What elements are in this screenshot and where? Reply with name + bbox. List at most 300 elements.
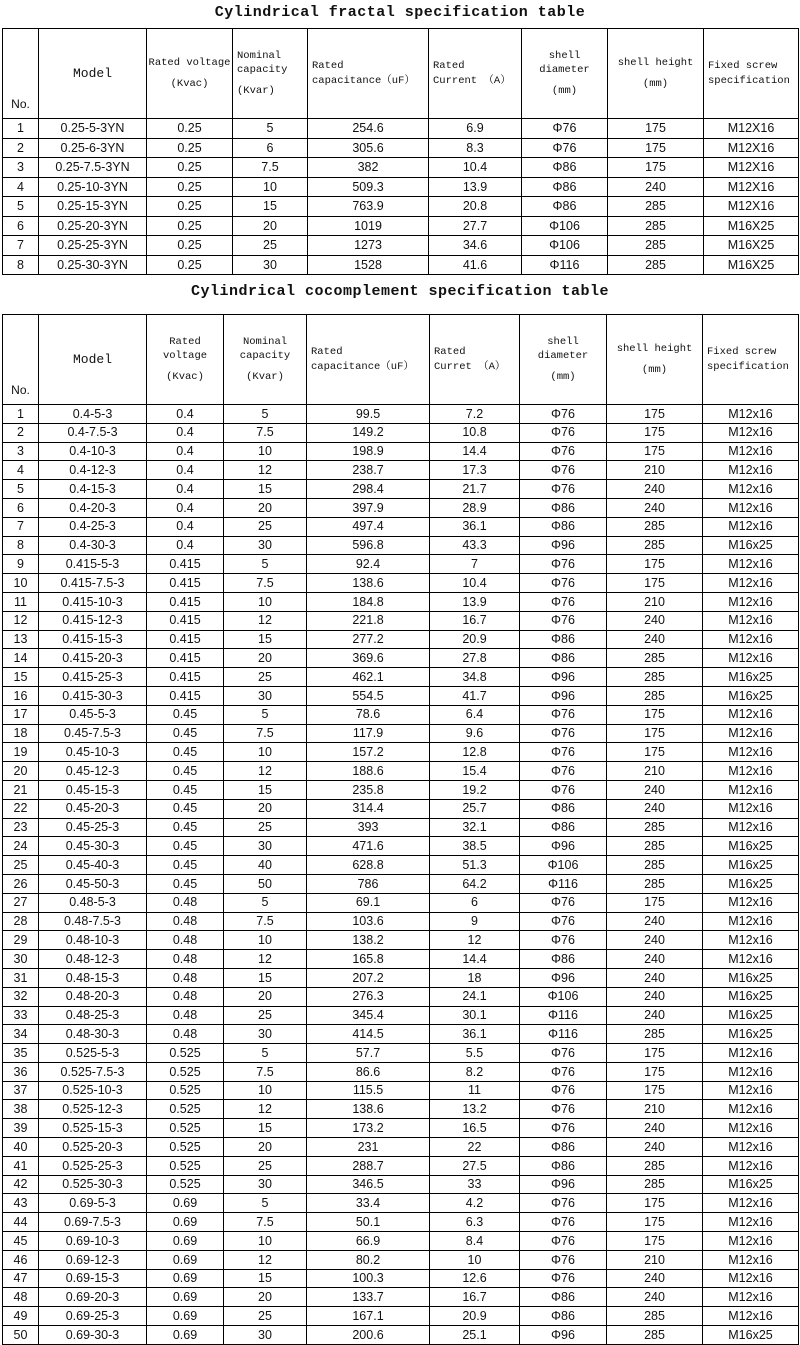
cell-current: 13.2 <box>430 1100 520 1119</box>
cell-voltage: 0.4 <box>147 423 224 442</box>
table-row <box>3 216 799 236</box>
cell-model: 0.45-40-3 <box>39 856 147 875</box>
cell-diameter: Φ76 <box>520 1269 607 1288</box>
col-header-voltage-label: Rated voltage <box>162 336 208 363</box>
col-header-voltage-label: Rated voltage <box>148 57 231 70</box>
cell-diameter: Φ76 <box>520 1044 607 1063</box>
cell-screw: M12x16 <box>703 442 799 461</box>
cell-voltage: 0.415 <box>147 611 224 630</box>
cell-capacity: 10 <box>224 743 307 762</box>
table-row <box>3 574 799 593</box>
cell-capacitance: 198.9 <box>307 442 430 461</box>
cell-no: 47 <box>3 1269 39 1288</box>
cell-capacity: 25 <box>224 1307 307 1326</box>
col-header-current-unit: Current （A） <box>433 74 511 87</box>
table-row <box>3 668 799 687</box>
col-header-capacitance-label: Rated <box>311 346 343 359</box>
cell-voltage: 0.25 <box>147 158 233 178</box>
cell-screw: M12x16 <box>703 893 799 912</box>
cell-voltage: 0.415 <box>147 649 224 668</box>
cell-capacity: 7.5 <box>224 1213 307 1232</box>
cell-no: 22 <box>3 799 39 818</box>
cell-screw: M12X16 <box>704 197 799 217</box>
cell-screw: M16x25 <box>703 536 799 555</box>
col-header-capacity-label: Nominal capacity <box>237 50 288 77</box>
cell-capacitance: 596.8 <box>307 536 430 555</box>
cell-current: 28.9 <box>430 498 520 517</box>
col-header-no: No. <box>3 315 39 405</box>
cell-screw: M12x16 <box>703 1194 799 1213</box>
cell-model: 0.69-30-3 <box>39 1326 147 1345</box>
table-row <box>3 119 799 139</box>
cell-current: 14.4 <box>430 442 520 461</box>
cell-height: 175 <box>607 574 703 593</box>
cell-capacitance: 86.6 <box>307 1062 430 1081</box>
cell-voltage: 0.45 <box>147 799 224 818</box>
cell-screw: M12x16 <box>703 1138 799 1157</box>
cell-screw: M12x16 <box>703 762 799 781</box>
cell-current: 6.9 <box>429 119 522 139</box>
cell-capacitance: 200.6 <box>307 1326 430 1345</box>
table-row <box>3 498 799 517</box>
cell-height: 285 <box>607 517 703 536</box>
cell-capacitance: 393 <box>307 818 430 837</box>
cell-no: 1 <box>3 119 39 139</box>
col-header-model: Model <box>39 29 147 119</box>
cell-height: 175 <box>607 705 703 724</box>
cell-no: 41 <box>3 1156 39 1175</box>
cell-no: 19 <box>3 743 39 762</box>
cell-no: 2 <box>3 138 39 158</box>
cell-model: 0.48-25-3 <box>39 1006 147 1025</box>
cell-height: 285 <box>607 686 703 705</box>
table-row <box>3 987 799 1006</box>
cell-model: 0.4-30-3 <box>39 536 147 555</box>
cell-capacitance: 138.6 <box>307 574 430 593</box>
cell-height: 175 <box>607 423 703 442</box>
cell-diameter: Φ96 <box>520 536 607 555</box>
table-row <box>3 1081 799 1100</box>
table-row <box>3 686 799 705</box>
cell-model: 0.4-12-3 <box>39 461 147 480</box>
cell-current: 7 <box>430 555 520 574</box>
cell-voltage: 0.69 <box>147 1288 224 1307</box>
cell-capacitance: 157.2 <box>307 743 430 762</box>
cell-no: 17 <box>3 705 39 724</box>
cell-model: 0.45-15-3 <box>39 780 147 799</box>
table-header-row <box>3 29 799 119</box>
cell-diameter: Φ76 <box>520 1119 607 1138</box>
cell-no: 18 <box>3 724 39 743</box>
col-header-height-unit: (mm) <box>642 77 669 90</box>
cell-diameter: Φ116 <box>520 1006 607 1025</box>
cell-height: 240 <box>607 1138 703 1157</box>
cell-screw: M16x25 <box>703 968 799 987</box>
table-row <box>3 649 799 668</box>
cell-capacitance: 346.5 <box>307 1175 430 1194</box>
cell-capacitance: 57.7 <box>307 1044 430 1063</box>
cell-capacitance: 298.4 <box>307 480 430 499</box>
table-row <box>3 1175 799 1194</box>
cell-voltage: 0.525 <box>147 1119 224 1138</box>
cell-no: 8 <box>3 536 39 555</box>
cell-no: 45 <box>3 1232 39 1251</box>
cell-capacity: 5 <box>224 893 307 912</box>
cell-diameter: Φ86 <box>520 950 607 969</box>
cell-current: 19.2 <box>430 780 520 799</box>
cell-capacitance: 173.2 <box>307 1119 430 1138</box>
cell-capacitance: 33.4 <box>307 1194 430 1213</box>
cell-capacitance: 80.2 <box>307 1250 430 1269</box>
cell-model: 0.415-20-3 <box>39 649 147 668</box>
cell-capacity: 30 <box>224 536 307 555</box>
cell-voltage: 0.525 <box>147 1156 224 1175</box>
col-header-capacitance-unit: capacitance（uF） <box>312 74 415 87</box>
cell-voltage: 0.415 <box>147 592 224 611</box>
col-header-diameter <box>522 29 608 119</box>
table-row <box>3 1100 799 1119</box>
cell-diameter: Φ86 <box>520 1156 607 1175</box>
cell-no: 14 <box>3 649 39 668</box>
cell-current: 13.9 <box>429 177 522 197</box>
cell-screw: M12x16 <box>703 780 799 799</box>
cell-model: 0.45-25-3 <box>39 818 147 837</box>
cell-screw: M12x16 <box>703 1081 799 1100</box>
table-row <box>3 255 799 275</box>
cell-voltage: 0.25 <box>147 138 233 158</box>
cell-capacity: 25 <box>224 668 307 687</box>
cell-current: 14.4 <box>430 950 520 969</box>
cell-capacitance: 288.7 <box>307 1156 430 1175</box>
cell-capacitance: 235.8 <box>307 780 430 799</box>
cell-capacity: 5 <box>224 1194 307 1213</box>
cell-height: 240 <box>607 1269 703 1288</box>
cell-screw: M12x16 <box>703 555 799 574</box>
cell-capacitance: 314.4 <box>307 799 430 818</box>
cell-no: 25 <box>3 856 39 875</box>
cell-screw: M12x16 <box>703 1044 799 1063</box>
cell-screw: M12x16 <box>703 1269 799 1288</box>
cell-voltage: 0.4 <box>147 536 224 555</box>
cell-voltage: 0.25 <box>147 177 233 197</box>
cell-voltage: 0.25 <box>147 197 233 217</box>
table-row <box>3 968 799 987</box>
cell-model: 0.69-10-3 <box>39 1232 147 1251</box>
col-header-screw: Fixed screw specification <box>704 29 799 119</box>
cell-height: 210 <box>607 1100 703 1119</box>
cell-height: 240 <box>607 498 703 517</box>
cell-voltage: 0.48 <box>147 1025 224 1044</box>
cell-model: 0.415-7.5-3 <box>39 574 147 593</box>
table-row <box>3 197 799 217</box>
cell-screw: M12x16 <box>703 630 799 649</box>
cell-screw: M12x16 <box>703 1288 799 1307</box>
cell-screw: M16x25 <box>703 874 799 893</box>
cell-no: 46 <box>3 1250 39 1269</box>
cell-no: 5 <box>3 197 39 217</box>
cell-screw: M16x25 <box>703 1025 799 1044</box>
cell-voltage: 0.48 <box>147 950 224 969</box>
cell-voltage: 0.45 <box>147 724 224 743</box>
cell-voltage: 0.48 <box>147 931 224 950</box>
cell-model: 0.25-10-3YN <box>39 177 147 197</box>
col-header-voltage-unit: (Kvac) <box>170 77 209 90</box>
cell-diameter: Φ86 <box>520 1288 607 1307</box>
cell-screw: M12X16 <box>704 138 799 158</box>
cell-voltage: 0.4 <box>147 498 224 517</box>
cell-no: 32 <box>3 987 39 1006</box>
col-header-height-unit: (mm) <box>641 363 668 376</box>
cell-capacitance: 69.1 <box>307 893 430 912</box>
cell-current: 16.7 <box>430 611 520 630</box>
cell-current: 41.6 <box>429 255 522 275</box>
cell-screw: M12x16 <box>703 799 799 818</box>
cell-no: 24 <box>3 837 39 856</box>
cell-capacitance: 100.3 <box>307 1269 430 1288</box>
col-header-current-label: Rated <box>434 346 466 359</box>
cell-diameter: Φ96 <box>520 686 607 705</box>
cell-capacity: 5 <box>233 119 308 139</box>
cell-voltage: 0.69 <box>147 1232 224 1251</box>
cell-diameter: Φ96 <box>520 837 607 856</box>
cell-model: 0.525-10-3 <box>39 1081 147 1100</box>
cell-capacity: 40 <box>224 856 307 875</box>
cell-voltage: 0.69 <box>147 1213 224 1232</box>
cell-model: 0.415-5-3 <box>39 555 147 574</box>
cell-height: 240 <box>607 611 703 630</box>
cell-capacity: 20 <box>233 216 308 236</box>
cell-model: 0.25-6-3YN <box>39 138 147 158</box>
cell-height: 240 <box>607 799 703 818</box>
cell-current: 20.8 <box>429 197 522 217</box>
cell-current: 9.6 <box>430 724 520 743</box>
cell-model: 0.48-30-3 <box>39 1025 147 1044</box>
cell-model: 0.69-7.5-3 <box>39 1213 147 1232</box>
cell-voltage: 0.48 <box>147 1006 224 1025</box>
cell-capacitance: 133.7 <box>307 1288 430 1307</box>
cell-model: 0.4-15-3 <box>39 480 147 499</box>
cell-screw: M12x16 <box>703 480 799 499</box>
cell-capacity: 30 <box>224 1175 307 1194</box>
cell-current: 34.8 <box>430 668 520 687</box>
cell-capacity: 20 <box>224 799 307 818</box>
cell-diameter: Φ76 <box>520 574 607 593</box>
cell-voltage: 0.415 <box>147 574 224 593</box>
table-row <box>3 912 799 931</box>
cell-no: 7 <box>3 517 39 536</box>
cell-screw: M12X16 <box>704 177 799 197</box>
cell-screw: M12x16 <box>703 1062 799 1081</box>
table-row <box>3 611 799 630</box>
cell-model: 0.45-10-3 <box>39 743 147 762</box>
cell-capacity: 20 <box>224 1138 307 1157</box>
cell-current: 8.3 <box>429 138 522 158</box>
cell-height: 175 <box>608 119 704 139</box>
cell-no: 26 <box>3 874 39 893</box>
cell-current: 32.1 <box>430 818 520 837</box>
cell-diameter: Φ76 <box>520 1232 607 1251</box>
cell-capacitance: 238.7 <box>307 461 430 480</box>
table-row <box>3 705 799 724</box>
cell-height: 240 <box>607 1119 703 1138</box>
table-row <box>3 1156 799 1175</box>
cell-capacitance: 165.8 <box>307 950 430 969</box>
cell-model: 0.48-15-3 <box>39 968 147 987</box>
cell-no: 10 <box>3 574 39 593</box>
cell-capacitance: 138.6 <box>307 1100 430 1119</box>
cell-height: 285 <box>607 1156 703 1175</box>
table-row <box>3 1194 799 1213</box>
cell-model: 0.4-10-3 <box>39 442 147 461</box>
cell-voltage: 0.69 <box>147 1307 224 1326</box>
cell-no: 42 <box>3 1175 39 1194</box>
col-header-diameter-unit: (mm) <box>550 370 576 383</box>
cell-height: 175 <box>607 1081 703 1100</box>
cell-current: 20.9 <box>430 1307 520 1326</box>
cell-no: 34 <box>3 1025 39 1044</box>
cell-model: 0.25-30-3YN <box>39 255 147 275</box>
cell-no: 30 <box>3 950 39 969</box>
cell-capacity: 25 <box>224 1006 307 1025</box>
cell-current: 16.5 <box>430 1119 520 1138</box>
cell-model: 0.48-20-3 <box>39 987 147 1006</box>
cell-height: 285 <box>607 818 703 837</box>
cell-model: 0.69-15-3 <box>39 1269 147 1288</box>
cell-current: 10.8 <box>430 423 520 442</box>
cell-capacitance: 138.2 <box>307 931 430 950</box>
cell-no: 43 <box>3 1194 39 1213</box>
cell-model: 0.45-50-3 <box>39 874 147 893</box>
col-header-capacity <box>233 29 308 119</box>
cell-voltage: 0.45 <box>147 705 224 724</box>
cell-capacity: 50 <box>224 874 307 893</box>
cell-current: 51.3 <box>430 856 520 875</box>
cell-current: 43.3 <box>430 536 520 555</box>
cell-capacity: 30 <box>224 686 307 705</box>
cell-model: 0.69-20-3 <box>39 1288 147 1307</box>
cell-capacitance: 471.6 <box>307 837 430 856</box>
cell-no: 8 <box>3 255 39 275</box>
cell-capacity: 7.5 <box>224 574 307 593</box>
cell-capacitance: 78.6 <box>307 705 430 724</box>
cell-screw: M16x25 <box>703 1175 799 1194</box>
cell-capacity: 20 <box>224 649 307 668</box>
cell-voltage: 0.415 <box>147 630 224 649</box>
cell-current: 4.2 <box>430 1194 520 1213</box>
cell-no: 48 <box>3 1288 39 1307</box>
cell-diameter: Φ76 <box>520 743 607 762</box>
cell-current: 24.1 <box>430 987 520 1006</box>
col-header-model: Model <box>39 315 147 405</box>
cell-height: 285 <box>607 668 703 687</box>
cell-capacitance: 149.2 <box>307 423 430 442</box>
cell-height: 240 <box>607 780 703 799</box>
cell-height: 240 <box>607 987 703 1006</box>
cell-height: 240 <box>607 1288 703 1307</box>
cell-no: 13 <box>3 630 39 649</box>
cell-capacitance: 254.6 <box>308 119 429 139</box>
table-row <box>3 1006 799 1025</box>
table-row <box>3 517 799 536</box>
cell-screw: M12x16 <box>703 592 799 611</box>
cell-capacity: 10 <box>224 931 307 950</box>
cell-model: 0.525-12-3 <box>39 1100 147 1119</box>
table-row <box>3 1288 799 1307</box>
cell-capacity: 10 <box>224 1081 307 1100</box>
table-row <box>3 1138 799 1157</box>
cell-model: 0.25-7.5-3YN <box>39 158 147 178</box>
cell-capacitance: 786 <box>307 874 430 893</box>
cell-height: 285 <box>607 649 703 668</box>
cell-capacity: 15 <box>224 780 307 799</box>
cell-capacitance: 92.4 <box>307 555 430 574</box>
cell-no: 15 <box>3 668 39 687</box>
cell-no: 50 <box>3 1326 39 1345</box>
cell-capacity: 15 <box>224 1269 307 1288</box>
cell-model: 0.25-25-3YN <box>39 236 147 256</box>
col-header-diameter <box>520 315 607 405</box>
cell-screw: M12x16 <box>703 818 799 837</box>
cell-model: 0.525-5-3 <box>39 1044 147 1063</box>
cell-no: 12 <box>3 611 39 630</box>
cell-model: 0.48-5-3 <box>39 893 147 912</box>
cell-voltage: 0.25 <box>147 216 233 236</box>
cell-height: 175 <box>607 1062 703 1081</box>
cell-height: 175 <box>608 158 704 178</box>
cell-height: 175 <box>607 1044 703 1063</box>
cell-capacitance: 66.9 <box>307 1232 430 1251</box>
cell-current: 6 <box>430 893 520 912</box>
col-header-height <box>607 315 703 405</box>
cell-height: 240 <box>608 177 704 197</box>
cell-capacitance: 221.8 <box>307 611 430 630</box>
cell-height: 285 <box>607 1326 703 1345</box>
cell-current: 12 <box>430 931 520 950</box>
cocomplement-spec-table <box>2 314 799 1345</box>
cell-screw: M12x16 <box>703 405 799 424</box>
cell-current: 10.4 <box>430 574 520 593</box>
cell-voltage: 0.69 <box>147 1269 224 1288</box>
cell-model: 0.45-12-3 <box>39 762 147 781</box>
table-row <box>3 950 799 969</box>
table-row <box>3 1213 799 1232</box>
cell-screw: M12x16 <box>703 743 799 762</box>
cell-no: 40 <box>3 1138 39 1157</box>
cell-screw: M12X16 <box>704 158 799 178</box>
cell-screw: M16x25 <box>703 837 799 856</box>
cell-capacitance: 207.2 <box>307 968 430 987</box>
col-header-screw: Fixed screw specification <box>703 315 799 405</box>
cell-model: 0.45-30-3 <box>39 837 147 856</box>
cell-capacity: 7.5 <box>224 912 307 931</box>
col-header-diameter-label: shell diameter <box>539 50 590 77</box>
cell-capacity: 15 <box>224 1119 307 1138</box>
cell-no: 6 <box>3 498 39 517</box>
cell-capacity: 20 <box>224 498 307 517</box>
cell-capacitance: 1019 <box>308 216 429 236</box>
col-header-height-label: shell height <box>617 57 694 70</box>
cell-diameter: Φ96 <box>520 668 607 687</box>
cell-current: 20.9 <box>430 630 520 649</box>
cell-model: 0.48-10-3 <box>39 931 147 950</box>
cell-no: 31 <box>3 968 39 987</box>
cell-screw: M12x16 <box>703 1119 799 1138</box>
cell-diameter: Φ76 <box>520 1194 607 1213</box>
cell-diameter: Φ76 <box>520 1213 607 1232</box>
cell-screw: M12x16 <box>703 611 799 630</box>
cell-diameter: Φ96 <box>520 968 607 987</box>
cell-diameter: Φ76 <box>522 138 608 158</box>
